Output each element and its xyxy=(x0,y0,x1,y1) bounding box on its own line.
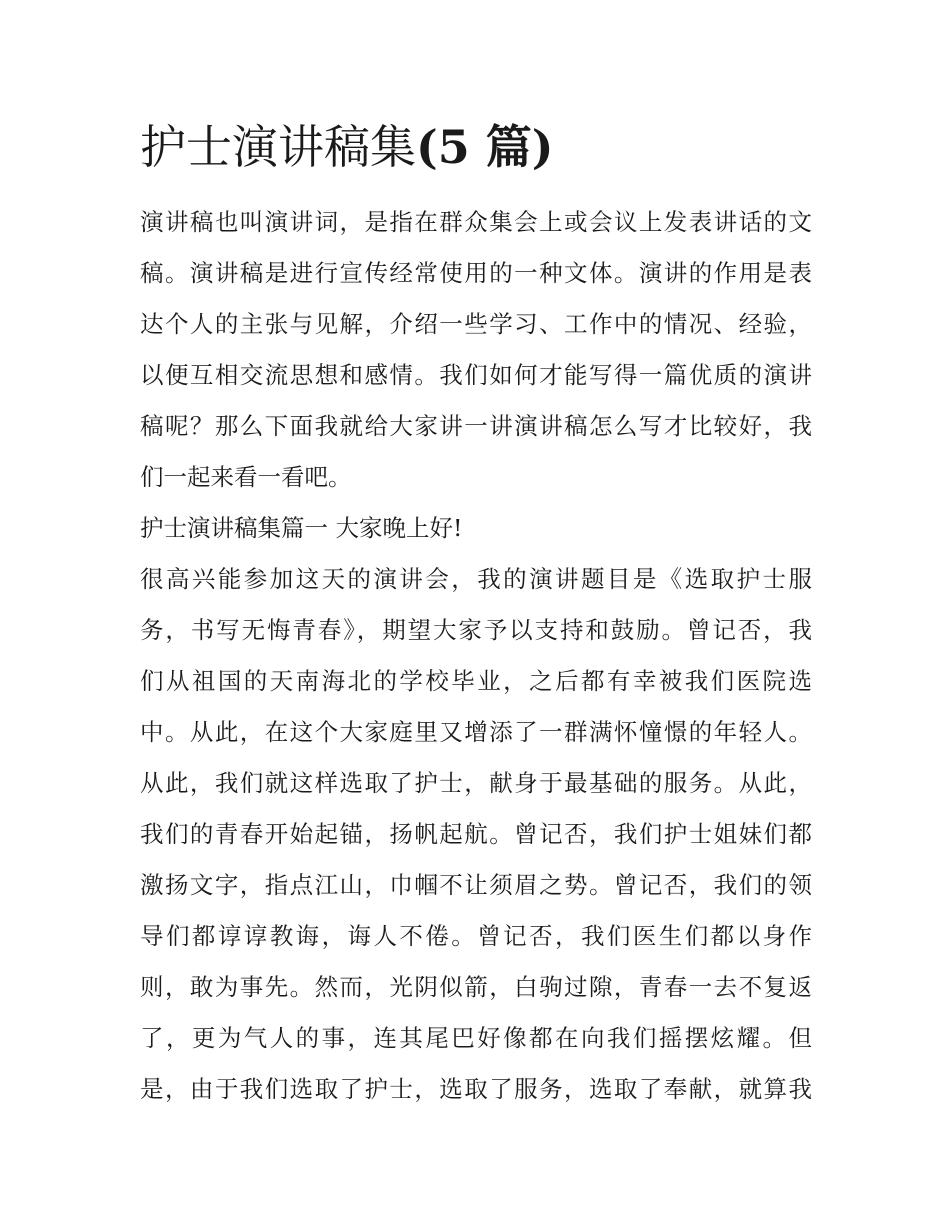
text-line: 导们都谆谆教诲，诲人不倦。曾记否，我们医生们都以身作 xyxy=(140,922,812,950)
text-line: 很高兴能参加这天的演讲会，我的演讲题目是《选取护士服 xyxy=(140,565,812,593)
text-line: 以便互相交流思想和感情。我们如何才能写得一篇优质的演讲 xyxy=(140,361,812,389)
text-line: 们一起来看一看吧。 xyxy=(140,463,352,491)
text-line: 则，敢为事先。然而，光阴似箭，白驹过隙，青春一去不复返 xyxy=(140,973,812,1001)
text-line: 从此，我们就这样选取了护士，献身于最基础的服务。从此， xyxy=(140,769,812,797)
text-line: 达个人的主张与见解，介绍一些学习、工作中的情况、经验， xyxy=(140,310,812,338)
text-line: 中。从此，在这个大家庭里又增添了一群满怀憧憬的年轻人。 xyxy=(140,718,812,746)
text-line: 演讲稿也叫演讲词，是指在群众集会上或会议上发表讲话的文 xyxy=(140,208,812,236)
text-line: 激扬文字，指点江山，巾帼不让须眉之势。曾记否，我们的领 xyxy=(140,871,812,899)
title-main: 护士演讲稿集 xyxy=(140,120,416,174)
document-title xyxy=(140,116,554,178)
title-suffix: (5 篇) xyxy=(416,120,554,174)
document-body xyxy=(140,197,812,1115)
text-line: 们从祖国的天南海北的学校毕业，之后都有幸被我们医院选 xyxy=(140,667,812,695)
text-line: 了，更为气人的事，连其尾巴好像都在向我们摇摆炫耀。但 xyxy=(140,1024,812,1052)
section-heading: 护士演讲稿集篇一 大家晚上好! xyxy=(140,514,463,542)
text-line: 务，书写无悔青春》，期望大家予以支持和鼓励。曾记否，我 xyxy=(140,616,812,644)
text-line: 稿。演讲稿是进行宣传经常使用的一种文体。演讲的作用是表 xyxy=(140,259,812,287)
text-line: 稿呢？那么下面我就给大家讲一讲演讲稿怎么写才比较好，我 xyxy=(140,412,812,440)
text-line: 我们的青春开始起锚，扬帆起航。曾记否，我们护士姐妹们都 xyxy=(140,820,812,848)
text-line: 是，由于我们选取了护士，选取了服务，选取了奉献，就算我 xyxy=(140,1075,812,1103)
